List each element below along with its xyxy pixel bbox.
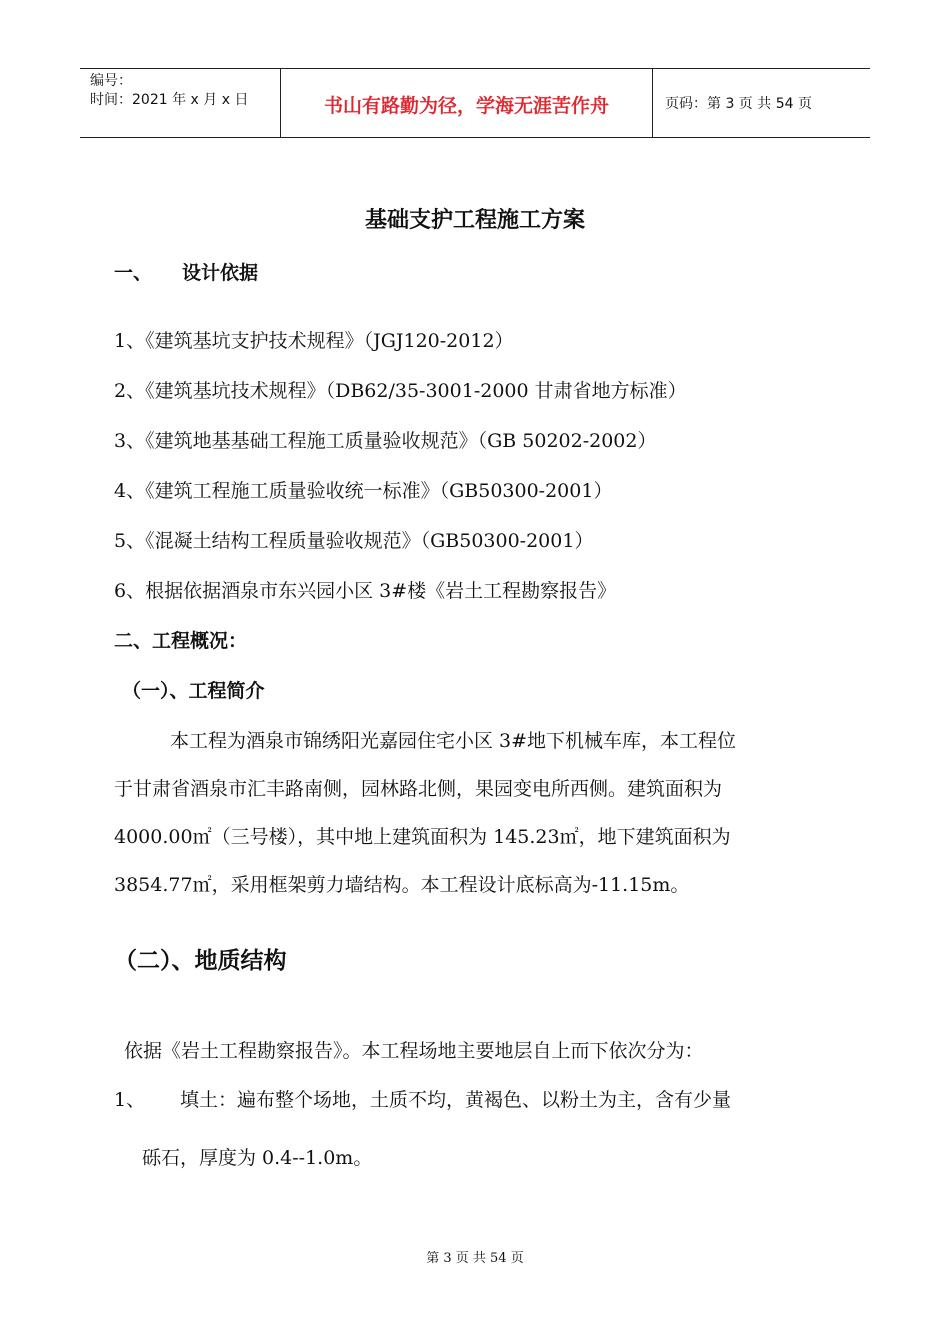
header-motto: 书山有路勤为径，学海无涯苦作舟 xyxy=(281,69,653,137)
subsection-intro-heading: （一）、工程简介 xyxy=(122,680,265,702)
basis-item-1: 1、《建筑基坑支护技术规程》（JGJ120-2012） xyxy=(114,330,514,352)
header-number: 编号： xyxy=(90,73,132,89)
header-page-code: 页码：第 3 页 共 54 页 xyxy=(665,96,812,112)
section1-title: 设计依据 xyxy=(182,262,259,284)
basis-item-6: 6、根据依据酒泉市东兴园小区 3#楼《岩土工程勘察报告》 xyxy=(114,580,617,602)
basis-item-3: 3、《建筑地基基础工程施工质量验收规范》（GB 50202-2002） xyxy=(114,430,657,452)
layer1-line-1: 填土：遍布整个场地，土质不均，黄褐色、以粉土为主，含有少量 xyxy=(180,1089,732,1111)
header-time: 时间：2021 年 x 月 x 日 xyxy=(90,92,249,108)
header-meta xyxy=(80,69,281,137)
page-footer: 第 3 页 共 54 页 xyxy=(426,1251,524,1266)
page-header xyxy=(80,68,870,138)
intro-line-1: 本工程为酒泉市锦绣阳光嘉园住宅小区 3#地下机械车库，本工程位 xyxy=(170,730,737,752)
basis-item-4: 4、《建筑工程施工质量验收统一标准》（GB50300-2001） xyxy=(114,480,613,502)
geology-intro: 依据《岩土工程勘察报告》。本工程场地主要地层自上而下依次分为： xyxy=(124,1040,704,1062)
section2-heading: 二、工程概况： xyxy=(114,630,248,652)
intro-line-2: 于甘肃省酒泉市汇丰路南侧，园林路北侧，果园变电所西侧。建筑面积为 xyxy=(114,778,723,800)
subsection-geology-heading: （二）、地质结构 xyxy=(114,948,287,974)
basis-item-5: 5、《混凝土结构工程质量验收规范》（GB50300-2001） xyxy=(114,530,594,552)
layer1-number: 1、 xyxy=(114,1089,146,1111)
intro-line-4: 3854.77㎡，采用框架剪力墙结构。本工程设计底标高为-11.15m。 xyxy=(114,874,690,896)
document-title: 基础支护工程施工方案 xyxy=(364,208,585,233)
basis-item-2: 2、《建筑基坑技术规程》（DB62/35-3001-2000 甘肃省地方标准） xyxy=(114,380,687,402)
intro-line-3: 4000.00㎡（三号楼），其中地上建筑面积为 145.23㎡，地下建筑面积为 xyxy=(114,826,731,848)
layer1-line-2: 砾石，厚度为 0.4--1.0m。 xyxy=(142,1147,373,1169)
section1-number: 一、 xyxy=(114,262,153,284)
